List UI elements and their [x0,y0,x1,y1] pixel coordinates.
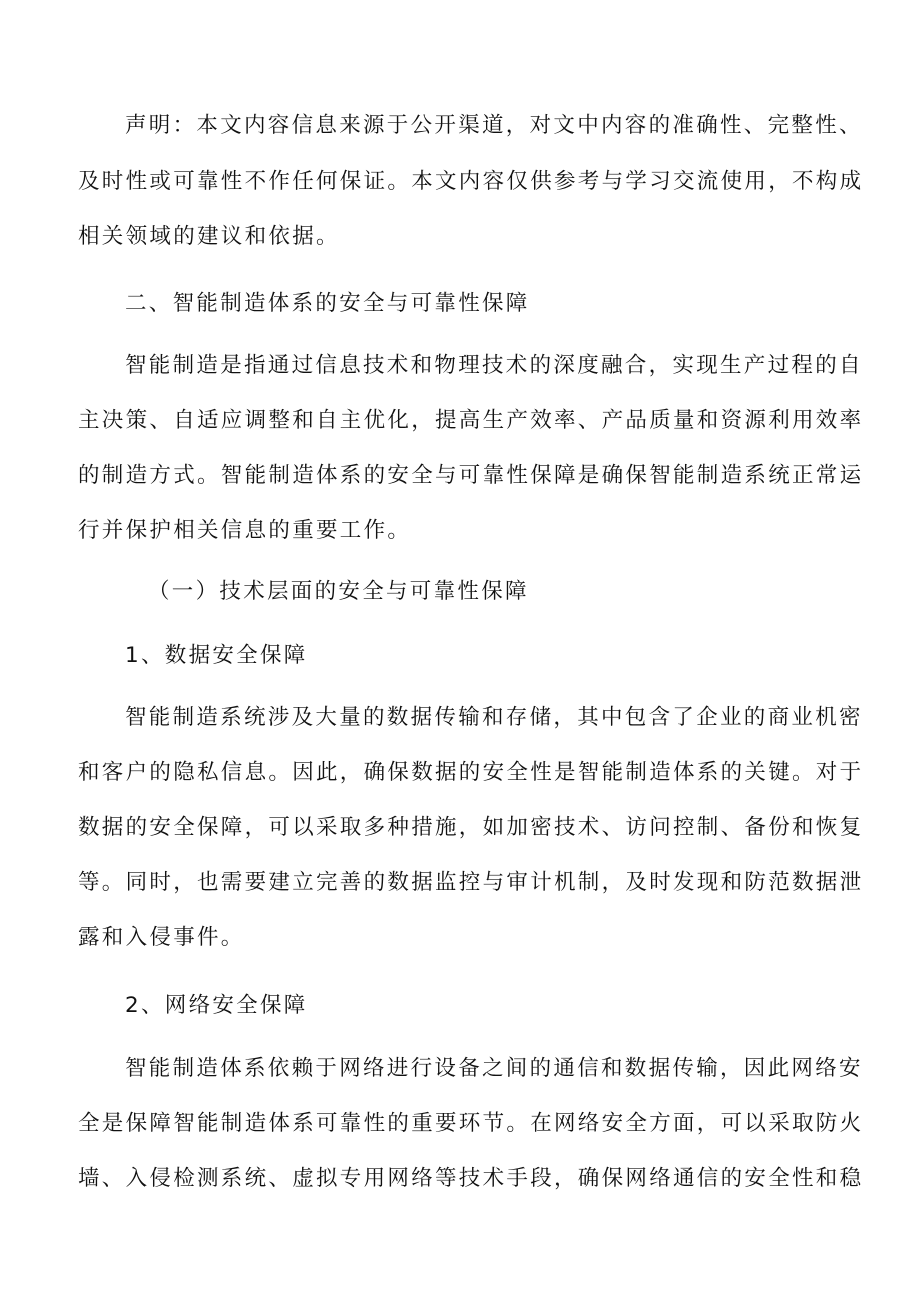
item-heading-data-security: 1、数据安全保障 [125,643,308,668]
data-security-line-4: 等。同时，也需要建立完善的数据监控与审计机制，及时发现和防范数据泄 [78,870,864,895]
data-security-line-2: 和客户的隐私信息。因此，确保数据的安全性是智能制造体系的关键。对于 [78,760,864,785]
network-security-line-3: 墙、入侵检测系统、虚拟专用网络等技术手段，确保网络通信的安全性和稳 [78,1166,864,1191]
item-heading-network-security: 2、网络安全保障 [125,993,308,1018]
network-security-line-2: 全是保障智能制造体系可靠性的重要环节。在网络安全方面，可以采取防火 [78,1111,864,1136]
data-security-line-1: 智能制造系统涉及大量的数据传输和存储，其中包含了企业的商业机密 [125,705,863,730]
disclaimer-line-3: 相关领域的建议和依据。 [78,224,340,249]
disclaimer-line-2: 及时性或可靠性不作任何保证。本文内容仅供参考与学习交流使用，不构成 [78,169,864,194]
section-heading: 二、智能制造体系的安全与可靠性保障 [125,291,530,316]
intro-line-2: 主决策、自适应调整和自主优化，提高生产效率、产品质量和资源利用效率 [78,408,864,433]
intro-line-1: 智能制造是指通过信息技术和物理技术的深度融合，实现生产过程的自 [125,353,863,378]
subsection-heading: （一）技术层面的安全与可靠性保障 [148,579,529,604]
disclaimer-line-1: 声明：本文内容信息来源于公开渠道，对文中内容的准确性、完整性、 [125,113,863,138]
intro-line-4: 行并保护相关信息的重要工作。 [78,518,412,543]
data-security-line-5: 露和入侵事件。 [78,925,245,950]
intro-line-3: 的制造方式。智能制造体系的安全与可靠性保障是确保智能制造系统正常运 [78,463,864,488]
data-security-line-3: 数据的安全保障，可以采取多种措施，如加密技术、访问控制、备份和恢复 [78,815,864,840]
network-security-line-1: 智能制造体系依赖于网络进行设备之间的通信和数据传输，因此网络安 [125,1056,863,1081]
